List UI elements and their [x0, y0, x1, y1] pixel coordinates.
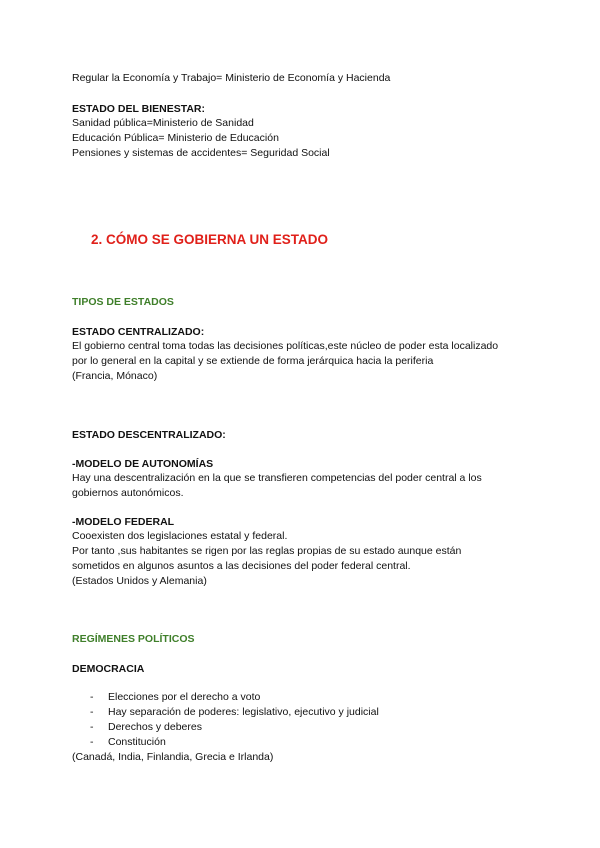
bullet-marker: -: [90, 736, 94, 748]
centralizado-line: (Francia, Mónaco): [72, 370, 158, 382]
federal-line: Por tanto ,sus habitantes se rigen por las reglas propias de su estado aunque están: [72, 545, 462, 557]
list-item: Derechos y deberes: [108, 721, 202, 733]
economia-line: Regular la Economía y Trabajo= Ministerio de Economía y Hacienda: [72, 72, 391, 84]
federal-heading: -MODELO FEDERAL: [72, 516, 175, 528]
list-item: Constitución: [108, 736, 166, 748]
bienestar-line: Pensiones y sistemas de accidentes= Seguridad Social: [72, 147, 330, 159]
tipos-heading: TIPOS DE ESTADOS: [72, 296, 174, 308]
centralizado-line: por lo general en la capital y se extiende de forma jerárquica hacia la periferia: [72, 355, 434, 367]
democracia-heading: DEMOCRACIA: [72, 663, 145, 675]
autonomias-heading: -MODELO DE AUTONOMÍAS: [72, 458, 214, 470]
list-item: Hay separación de poderes: legislativo, ejecutivo y judicial: [108, 706, 379, 718]
regimenes-heading: REGÍMENES POLÍTICOS: [72, 633, 195, 645]
bullet-marker: -: [90, 691, 94, 703]
federal-line: sometidos en algunos asuntos a las decisiones del poder federal central.: [72, 560, 411, 572]
federal-line: Cooexisten dos legislaciones estatal y federal.: [72, 530, 288, 542]
federal-line: (Estados Unidos y Alemania): [72, 575, 207, 587]
list-item: Elecciones por el derecho a voto: [108, 691, 261, 703]
centralizado-line: El gobierno central toma todas las decisiones políticas,este núcleo de poder esta localizado: [72, 340, 499, 352]
centralizado-heading: ESTADO CENTRALIZADO:: [72, 326, 205, 338]
section-title: 2. CÓMO SE GOBIERNA UN ESTADO: [91, 232, 329, 247]
democracia-examples: (Canadá, India, Finlandia, Grecia e Irlanda): [72, 751, 274, 763]
bienestar-line: Sanidad pública=Ministerio de Sanidad: [72, 117, 254, 129]
bienestar-heading: ESTADO DEL BIENESTAR:: [72, 103, 206, 115]
autonomias-line: Hay una descentralización en la que se transfieren competencias del poder central a los: [72, 472, 482, 484]
autonomias-line: gobiernos autonómicos.: [72, 487, 184, 499]
bullet-marker: -: [90, 706, 94, 718]
bullet-marker: -: [90, 721, 94, 733]
descentralizado-heading: ESTADO DESCENTRALIZADO:: [72, 429, 226, 441]
bienestar-line: Educación Pública= Ministerio de Educación: [72, 132, 279, 144]
